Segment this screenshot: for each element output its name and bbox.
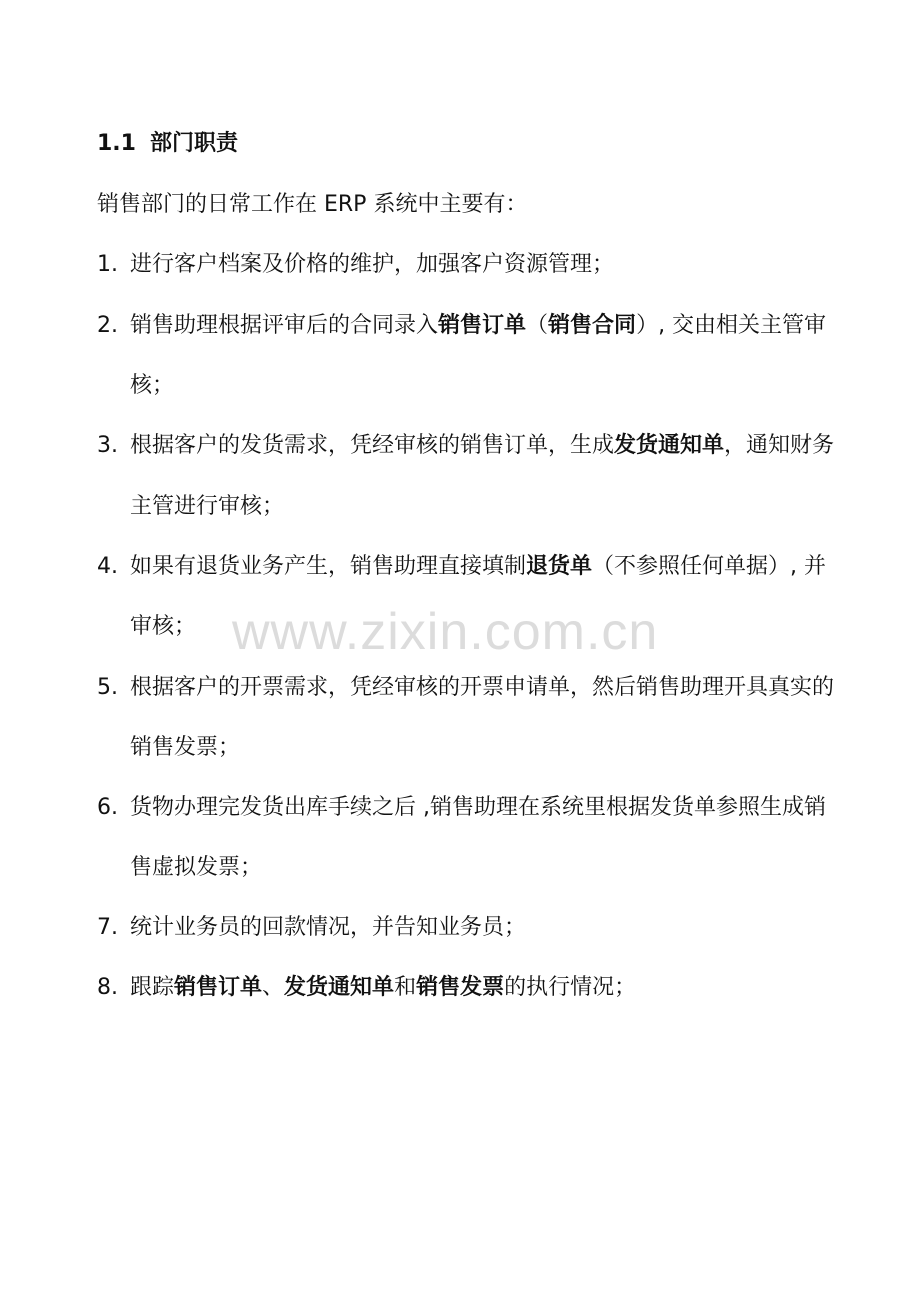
item-text: 根据客户的发货需求，凭经审核的销售订单，生成 [130, 433, 615, 458]
item-number: 3. [97, 433, 118, 458]
item-text: 跟踪 [130, 975, 175, 1000]
item-number: 4. [97, 554, 118, 579]
list-item-3-continuation [130, 490, 284, 524]
item-text: 审核； [130, 614, 197, 639]
term-sales-order: 销售订单 [438, 313, 527, 338]
list-item-2 [97, 309, 826, 343]
list-item-3 [97, 429, 834, 463]
list-item-8 [97, 971, 636, 1005]
section-title: 部门职责 [149, 131, 238, 156]
intro-text: 销售部门的日常工作在 ERP 系统中主要有： [97, 192, 528, 217]
list-item-5-continuation [130, 731, 240, 765]
section-heading [97, 127, 238, 161]
term-delivery-notice: 发货通知单 [614, 433, 725, 458]
item-number: 5. [97, 675, 118, 700]
term-sales-order: 销售订单 [174, 975, 263, 1000]
item-text: 的执行情况； [504, 975, 637, 1000]
item-text: 统计业务员的回款情况，并告知业务员； [130, 915, 527, 940]
item-text: 销售助理根据评审后的合同录入 [130, 313, 439, 338]
item-text: （ [526, 313, 549, 338]
item-text: 和 [394, 975, 417, 1000]
item-text: （不参照任何单据）, 并 [592, 554, 827, 579]
list-item-7 [97, 911, 526, 945]
item-text: 、 [262, 975, 285, 1000]
item-text: 主管进行审核； [130, 494, 285, 519]
item-number: 8. [97, 975, 118, 1000]
item-number: 2. [97, 313, 118, 338]
item-number: 6. [97, 795, 118, 820]
term-return-order: 退货单 [526, 554, 593, 579]
section-number: 1.1 [97, 131, 136, 156]
item-text: 销售发票； [130, 735, 241, 760]
item-number: 1. [97, 252, 118, 277]
list-item-1 [97, 248, 614, 282]
item-text: 如果有退货业务产生，销售助理直接填制 [130, 554, 527, 579]
item-text: 进行客户档案及价格的维护，加强客户资源管理； [130, 252, 615, 277]
list-item-5 [97, 671, 834, 705]
term-delivery-notice: 发货通知单 [284, 975, 395, 1000]
item-number: 7. [97, 915, 118, 940]
item-text: ）, 交由相关主管审 [636, 313, 827, 338]
term-sales-invoice: 销售发票 [416, 975, 505, 1000]
watermark: www.zixin.com.cn [232, 603, 659, 661]
item-text: 根据客户的开票需求，凭经审核的开票申请单，然后销售助理开具真实的 [130, 675, 835, 700]
item-text: 核； [130, 373, 175, 398]
item-text: ，通知财务 [724, 433, 835, 458]
list-item-2-continuation [130, 369, 174, 403]
list-item-4-continuation [130, 610, 196, 644]
list-item-6-continuation [130, 851, 262, 885]
item-text: 货物办理完发货出库手续之后 ,销售助理在系统里根据发货单参照生成销 [130, 795, 826, 820]
item-text: 售虚拟发票； [130, 855, 263, 880]
list-item-4 [97, 550, 826, 584]
list-item-6 [97, 791, 826, 825]
term-sales-contract: 销售合同 [548, 313, 637, 338]
